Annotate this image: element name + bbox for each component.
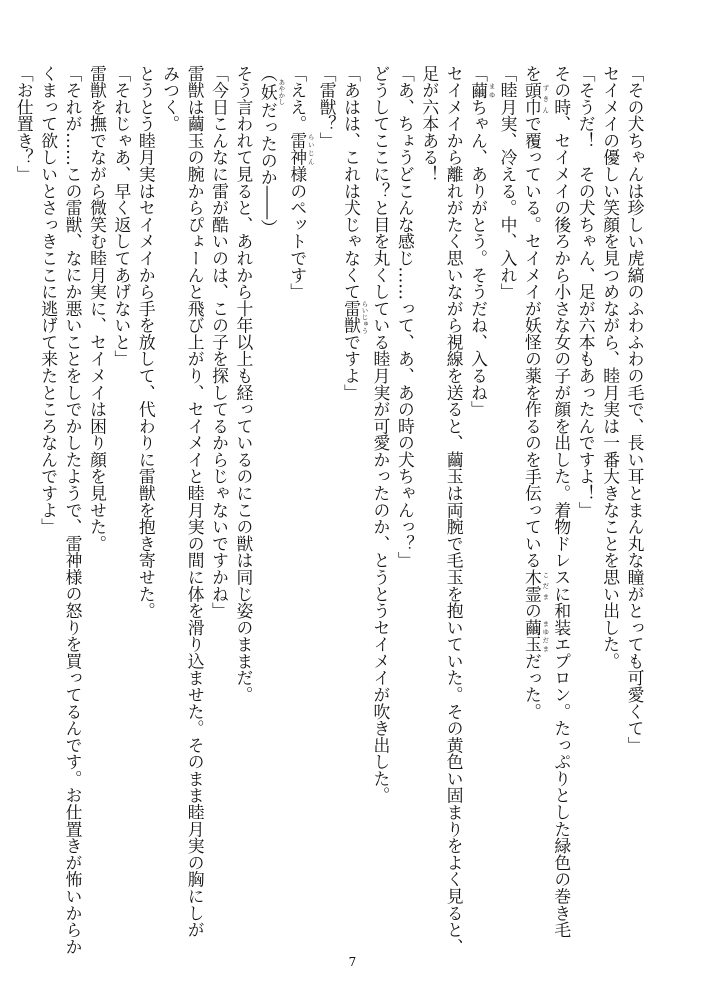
text-line-17: 「今日こんなに雷が酷いのは、この子を探してるからじゃないですかね」 <box>209 65 230 620</box>
text-line-13: 「雷獣？」 <box>317 65 338 149</box>
text-line-23: 「それが……この雷獣、なにか悪いことをしでかしたようで、雷神様の怒りを買ってるんです。お仕置きが怖いからか <box>63 65 84 955</box>
text-line-8: セイメイから離れがたく思いながら視線を送ると、繭玉は両腕で毛玉を抱いていた。その黄色い固まりをよく見ると、 <box>444 65 465 955</box>
text-line-21: 「それじゃあ、早く返してあげないと」 <box>111 65 132 368</box>
furigana-raijin: らいじん <box>306 132 315 166</box>
text-line-25: 「お仕置き？」 <box>14 65 35 183</box>
text-line-10: 「あ、ちょうどこんな感じ……って、あ、あの時の犬ちゃんっ？」 <box>395 65 416 569</box>
text-line-3: 「そうだ！ その犬ちゃん、足が六本もあったんですよ！」 <box>576 65 597 519</box>
text-line-18: 雷獣は繭玉の腕からぴょーんと飛び上がり、セイメイと睦月実の間に体を滑り込ませた。そのまま睦月実の胸にしが <box>185 65 206 939</box>
text-line-12: 「あはは、これは犬じゃなくて雷獣 らいじゅうですよ」 <box>341 65 369 401</box>
text-line-4: その時、セイメイの後ろから小さな女の子が顔を出した。着物ドレスに和装エプロン。たっぷりとした緑色の巻き毛 <box>551 65 572 939</box>
text-line-5: を頭巾 ずきんで覆っている。セイメイが妖怪の薬を作るのを手伝っている木霊 こだまの繭玉 まゆだまだった。 <box>522 65 550 720</box>
furigana-ayakashi: あやかし <box>277 78 286 105</box>
text-line-19: みつく。 <box>160 65 181 133</box>
text-line-15: （妖 あやかしだったのか――） <box>258 65 286 237</box>
text-line-11: どうしてここに？と目を丸くしている睦月実が可愛かったのか、とうとうセイメイが吹き出した。 <box>370 65 391 804</box>
text-line-1: 「その犬ちゃんは珍しい虎縞のふわふわの毛で、長い耳とまん丸な瞳がとっても可愛くて」 <box>625 65 645 754</box>
furigana-raijuu: らいじゅう <box>360 300 369 334</box>
text-line-24: くまって欲しいとさっきここに逃げて来たところなんですよ」 <box>38 65 59 536</box>
furigana-mayu: まゆ <box>487 81 496 99</box>
text-line-2: セイメイの優しい笑顔を見つめながら、睦月実は一番大きなことを思い出した。 <box>600 65 621 670</box>
text-line-9: 足が六本ある！ <box>419 65 440 183</box>
text-line-6: 「睦月実、冷える。中、入れ」 <box>497 65 518 301</box>
furigana-zukin: ずきん <box>541 81 550 116</box>
vertical-text-body <box>12 65 647 955</box>
furigana-kodama: こだま <box>541 568 550 603</box>
text-line-22: 雷獣を撫でながら微笑む睦月実に、セイメイは困り顔を見せた。 <box>87 65 108 552</box>
page-number: 7 <box>348 955 357 969</box>
text-line-14: 「ええ。雷神 らいじん様のペットです」 <box>287 65 315 301</box>
text-line-20: とうとう睦月実はセイメイから手を放して、代わりに雷獣を抱き寄せた。 <box>136 65 157 620</box>
text-line-16: そう言われて見ると、あれから十年以上も経っているのにこの獣は同じ姿のままだ。 <box>233 65 254 704</box>
furigana-mayudama: まゆだま <box>541 619 550 653</box>
text-line-7: 「繭 まゆちゃん、ありがとう。そうだね、入るね」 <box>468 65 496 418</box>
